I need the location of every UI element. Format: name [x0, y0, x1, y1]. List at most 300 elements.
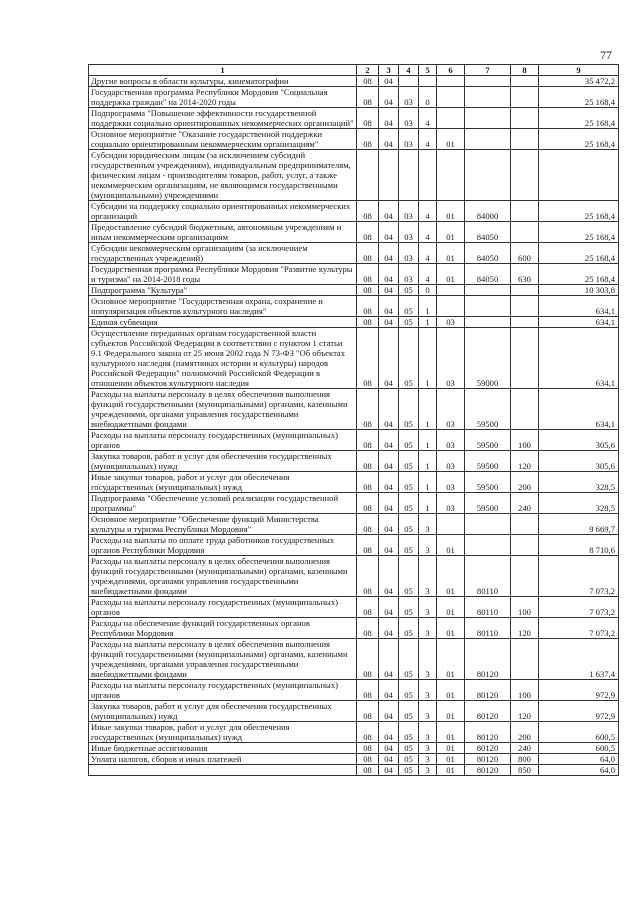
subprogram-code-cell: 3 [419, 743, 437, 754]
header-cell: 6 [437, 65, 465, 76]
section-code-cell: 08 [357, 743, 379, 754]
subprogram-code-cell: 4 [419, 243, 437, 264]
amount-cell: 7 073,2 [539, 597, 619, 618]
event-code-cell: 01 [437, 129, 465, 150]
section-code-cell: 08 [357, 493, 379, 514]
program-code-cell: 03 [399, 87, 419, 108]
event-code-cell: 01 [437, 264, 465, 285]
program-code-cell: 05 [399, 701, 419, 722]
subsection-code-cell: 04 [379, 639, 399, 680]
amount-cell: 25 168,4 [539, 201, 619, 222]
table-row [89, 701, 619, 722]
amount-cell: 10 303,8 [539, 285, 619, 296]
expense-type-cell [511, 328, 539, 389]
expense-direction-cell [465, 108, 511, 129]
row-name-cell: Расходы на выплаты персоналу государственных (муниципальных) органов [89, 430, 357, 451]
event-code-cell: 01 [437, 201, 465, 222]
section-code-cell: 08 [357, 639, 379, 680]
program-code-cell: 05 [399, 296, 419, 317]
expense-direction-cell: 84050 [465, 264, 511, 285]
expense-direction-cell [465, 76, 511, 87]
header-cell: 8 [511, 65, 539, 76]
subprogram-code-cell: 1 [419, 328, 437, 389]
amount-cell: 634,1 [539, 389, 619, 430]
table-row [89, 451, 619, 472]
subprogram-code-cell: 3 [419, 556, 437, 597]
subsection-code-cell: 04 [379, 108, 399, 129]
row-name-cell: Иные бюджетные ассигнования [89, 743, 357, 754]
program-code-cell: 03 [399, 201, 419, 222]
section-code-cell: 08 [357, 201, 379, 222]
subsection-code-cell: 04 [379, 514, 399, 535]
expense-type-cell: 200 [511, 472, 539, 493]
subprogram-code-cell [419, 150, 437, 201]
table-row [89, 754, 619, 765]
row-name-cell: Субсидии на поддержку социально ориентированных некоммерческих организаций [89, 201, 357, 222]
expense-type-cell [511, 150, 539, 201]
table-row [89, 743, 619, 754]
amount-cell: 305,6 [539, 451, 619, 472]
table-row [89, 472, 619, 493]
expense-type-cell [511, 201, 539, 222]
program-code-cell: 05 [399, 451, 419, 472]
expense-direction-cell [465, 150, 511, 201]
subprogram-code-cell: 1 [419, 430, 437, 451]
table-row [89, 222, 619, 243]
row-name-cell: Закупка товаров, работ и услуг для обеспечения государственных (муниципальных) нужд [89, 701, 357, 722]
event-code-cell: 01 [437, 243, 465, 264]
expense-direction-cell: 80120 [465, 754, 511, 765]
event-code-cell: 01 [437, 722, 465, 743]
subprogram-code-cell: 4 [419, 222, 437, 243]
program-code-cell [399, 76, 419, 87]
row-name-cell: Основное мероприятие "Обеспечение функций Министерства культуры и туризма Республики Мордовия" [89, 514, 357, 535]
program-code-cell: 05 [399, 472, 419, 493]
section-code-cell: 08 [357, 296, 379, 317]
table-row [89, 493, 619, 514]
row-name-cell: Иные закупки товаров, работ и услуг для обеспечения государственных (муниципальных) нужд [89, 472, 357, 493]
subprogram-code-cell: 1 [419, 493, 437, 514]
subsection-code-cell: 04 [379, 765, 399, 776]
amount-cell: 972,9 [539, 680, 619, 701]
expense-type-cell: 120 [511, 451, 539, 472]
event-code-cell: 01 [437, 618, 465, 639]
row-name-cell: Расходы на обеспечение функций государственных органов Республики Мордовия [89, 618, 357, 639]
section-code-cell: 08 [357, 129, 379, 150]
amount-cell: 25 168,4 [539, 129, 619, 150]
amount-cell: 328,5 [539, 493, 619, 514]
budget-table [88, 64, 619, 776]
section-code-cell: 08 [357, 430, 379, 451]
subsection-code-cell: 04 [379, 618, 399, 639]
table-row [89, 76, 619, 87]
expense-type-cell [511, 296, 539, 317]
header-cell: 3 [379, 65, 399, 76]
event-code-cell [437, 150, 465, 201]
program-code-cell: 03 [399, 264, 419, 285]
program-code-cell: 05 [399, 597, 419, 618]
expense-type-cell: 120 [511, 618, 539, 639]
section-code-cell: 08 [357, 285, 379, 296]
table-row [89, 514, 619, 535]
expense-direction-cell: 59500 [465, 389, 511, 430]
subprogram-code-cell: 0 [419, 285, 437, 296]
event-code-cell [437, 285, 465, 296]
expense-direction-cell: 59500 [465, 472, 511, 493]
subprogram-code-cell: 3 [419, 514, 437, 535]
event-code-cell: 01 [437, 743, 465, 754]
subprogram-code-cell: 4 [419, 201, 437, 222]
subprogram-code-cell: 3 [419, 680, 437, 701]
amount-cell [539, 150, 619, 201]
table-row [89, 296, 619, 317]
event-code-cell: 01 [437, 765, 465, 776]
subsection-code-cell: 04 [379, 129, 399, 150]
header-cell: 9 [539, 65, 619, 76]
event-code-cell: 01 [437, 680, 465, 701]
expense-direction-cell: 80110 [465, 556, 511, 597]
subprogram-code-cell: 4 [419, 108, 437, 129]
expense-direction-cell [465, 285, 511, 296]
subprogram-code-cell: 3 [419, 639, 437, 680]
expense-type-cell: 240 [511, 743, 539, 754]
amount-cell: 600,5 [539, 722, 619, 743]
subprogram-code-cell: 3 [419, 535, 437, 556]
table-row [89, 430, 619, 451]
subprogram-code-cell: 0 [419, 87, 437, 108]
expense-type-cell [511, 535, 539, 556]
event-code-cell [437, 296, 465, 317]
page-number: 77 [600, 48, 612, 62]
amount-cell: 9 669,7 [539, 514, 619, 535]
section-code-cell: 08 [357, 222, 379, 243]
row-name-cell: Субсидии юридическим лицам (за исключением субсидий государственным учреждениям), индивидуальным предпринимателям, физическим лицам - производителям товаров, работ, услуг, а также некоммерческим организациям, не являющимся государственными (муниципальными) учреждениями [89, 150, 357, 201]
subsection-code-cell: 04 [379, 317, 399, 328]
subsection-code-cell: 04 [379, 743, 399, 754]
expense-direction-cell: 80120 [465, 765, 511, 776]
table-row [89, 680, 619, 701]
table-row [89, 765, 619, 776]
subprogram-code-cell: 3 [419, 597, 437, 618]
expense-type-cell [511, 76, 539, 87]
event-code-cell: 03 [437, 389, 465, 430]
row-name-cell: Иные закупки товаров, работ и услуг для обеспечения государственных (муниципальных) нужд [89, 722, 357, 743]
program-code-cell: 05 [399, 317, 419, 328]
event-code-cell: 01 [437, 222, 465, 243]
expense-direction-cell [465, 129, 511, 150]
subsection-code-cell: 04 [379, 535, 399, 556]
section-code-cell: 08 [357, 317, 379, 328]
program-code-cell: 05 [399, 722, 419, 743]
subsection-code-cell: 04 [379, 201, 399, 222]
section-code-cell: 08 [357, 451, 379, 472]
section-code-cell: 08 [357, 597, 379, 618]
section-code-cell: 08 [357, 618, 379, 639]
row-name-cell: Субсидии некоммерческим организациям (за исключением государственных учреждений) [89, 243, 357, 264]
subsection-code-cell: 04 [379, 722, 399, 743]
row-name-cell [89, 765, 357, 776]
subsection-code-cell: 04 [379, 222, 399, 243]
table-row [89, 556, 619, 597]
header-cell: 1 [89, 65, 357, 76]
row-name-cell: Другие вопросы в области культуры, кинематографии [89, 76, 357, 87]
section-code-cell: 08 [357, 754, 379, 765]
section-code-cell: 08 [357, 701, 379, 722]
expense-type-cell: 120 [511, 701, 539, 722]
subprogram-code-cell: 4 [419, 264, 437, 285]
row-name-cell: Расходы на выплаты персоналу государственных (муниципальных) органов [89, 597, 357, 618]
expense-type-cell: 800 [511, 754, 539, 765]
expense-direction-cell: 80110 [465, 597, 511, 618]
expense-type-cell [511, 639, 539, 680]
section-code-cell: 08 [357, 722, 379, 743]
section-code-cell: 08 [357, 264, 379, 285]
expense-direction-cell [465, 296, 511, 317]
program-code-cell: 03 [399, 243, 419, 264]
section-code-cell: 08 [357, 472, 379, 493]
row-name-cell: Расходы на выплаты персоналу государственных (муниципальных) органов [89, 680, 357, 701]
expense-type-cell [511, 222, 539, 243]
table-row [89, 108, 619, 129]
row-name-cell: Осуществление переданных органам государственной власти субъектов Российской Федерации в соответствии с пунктом 1 статьи 9.1 Федерального закона от 25 июня 2002 года N 73-ФЗ "Об объектах культурного наследия (памятниках истории и культуры) народов Российской Федерации" полномочий Российской Федерации в отношении объектов культурного наследия [89, 328, 357, 389]
subprogram-code-cell [419, 76, 437, 87]
section-code-cell: 08 [357, 87, 379, 108]
program-code-cell: 05 [399, 430, 419, 451]
amount-cell: 634,1 [539, 317, 619, 328]
expense-type-cell: 100 [511, 680, 539, 701]
event-code-cell: 03 [437, 328, 465, 389]
row-name-cell: Единая субвенция [89, 317, 357, 328]
subsection-code-cell [379, 150, 399, 201]
amount-cell: 64,0 [539, 765, 619, 776]
amount-cell: 25 168,4 [539, 108, 619, 129]
header-cell: 2 [357, 65, 379, 76]
subsection-code-cell: 04 [379, 285, 399, 296]
row-name-cell: Расходы на выплаты персоналу в целях обеспечения выполнения функций государственными (муниципальными) органами, казенными учреждениями, органами управления государственными внебюджетными фондами [89, 389, 357, 430]
table-row [89, 722, 619, 743]
section-code-cell: 08 [357, 514, 379, 535]
event-code-cell [437, 514, 465, 535]
amount-cell: 305,6 [539, 430, 619, 451]
expense-type-cell: 200 [511, 722, 539, 743]
event-code-cell [437, 87, 465, 108]
row-name-cell: Закупка товаров, работ и услуг для обеспечения государственных (муниципальных) нужд [89, 451, 357, 472]
table-row [89, 264, 619, 285]
event-code-cell: 01 [437, 556, 465, 597]
expense-type-cell: 600 [511, 243, 539, 264]
row-name-cell: Уплата налогов, сборов и иных платежей [89, 754, 357, 765]
table-row [89, 328, 619, 389]
subprogram-code-cell: 3 [419, 618, 437, 639]
row-name-cell: Расходы на выплаты по оплате труда работников государственных органов Республики Мордовия [89, 535, 357, 556]
table-row [89, 317, 619, 328]
expense-direction-cell: 80120 [465, 680, 511, 701]
expense-direction-cell [465, 535, 511, 556]
subsection-code-cell: 04 [379, 87, 399, 108]
table-row [89, 389, 619, 430]
amount-cell: 7 073,2 [539, 556, 619, 597]
amount-cell: 25 168,4 [539, 87, 619, 108]
event-code-cell [437, 76, 465, 87]
table-row [89, 535, 619, 556]
program-code-cell: 05 [399, 535, 419, 556]
table-row [89, 201, 619, 222]
program-code-cell: 05 [399, 680, 419, 701]
amount-cell: 35 472,2 [539, 76, 619, 87]
section-code-cell: 08 [357, 108, 379, 129]
subsection-code-cell: 04 [379, 597, 399, 618]
expense-direction-cell: 80120 [465, 743, 511, 754]
program-code-cell: 03 [399, 222, 419, 243]
table-row [89, 639, 619, 680]
subprogram-code-cell: 3 [419, 754, 437, 765]
row-name-cell: Государственная программа Республики Мордовия "Социальная поддержка граждан" на 2014-2020 годы [89, 87, 357, 108]
event-code-cell: 01 [437, 535, 465, 556]
program-code-cell: 05 [399, 389, 419, 430]
expense-direction-cell: 84050 [465, 222, 511, 243]
expense-direction-cell: 80110 [465, 618, 511, 639]
row-name-cell: Подпрограмма "Повышение эффективности государственной поддержки социально ориентированных некоммерческих организаций" [89, 108, 357, 129]
expense-direction-cell: 80120 [465, 701, 511, 722]
subprogram-code-cell: 4 [419, 129, 437, 150]
event-code-cell: 03 [437, 451, 465, 472]
subprogram-code-cell: 3 [419, 722, 437, 743]
subsection-code-cell: 04 [379, 556, 399, 597]
subprogram-code-cell: 1 [419, 472, 437, 493]
expense-direction-cell: 84000 [465, 201, 511, 222]
section-code-cell: 08 [357, 76, 379, 87]
table-row [89, 618, 619, 639]
program-code-cell: 03 [399, 108, 419, 129]
subprogram-code-cell: 1 [419, 296, 437, 317]
amount-cell: 634,1 [539, 296, 619, 317]
subsection-code-cell: 04 [379, 296, 399, 317]
table-row [89, 87, 619, 108]
row-name-cell: Предоставление субсидий бюджетным, автономным учреждениям и иным некоммерческим организациям [89, 222, 357, 243]
section-code-cell [357, 150, 379, 201]
expense-direction-cell [465, 87, 511, 108]
expense-type-cell: 240 [511, 493, 539, 514]
header-cell: 4 [399, 65, 419, 76]
section-code-cell: 08 [357, 680, 379, 701]
expense-type-cell [511, 514, 539, 535]
event-code-cell: 03 [437, 317, 465, 328]
program-code-cell: 05 [399, 328, 419, 389]
event-code-cell: 03 [437, 430, 465, 451]
table-row [89, 243, 619, 264]
expense-type-cell [511, 87, 539, 108]
expense-direction-cell [465, 317, 511, 328]
program-code-cell: 05 [399, 765, 419, 776]
subsection-code-cell: 04 [379, 76, 399, 87]
expense-direction-cell: 59500 [465, 451, 511, 472]
event-code-cell: 01 [437, 701, 465, 722]
row-name-cell: Подпрограмма "Обеспечение условий реализации государственной программы" [89, 493, 357, 514]
expense-type-cell: 100 [511, 597, 539, 618]
expense-type-cell [511, 389, 539, 430]
amount-cell: 1 637,4 [539, 639, 619, 680]
subprogram-code-cell: 3 [419, 701, 437, 722]
subsection-code-cell: 04 [379, 754, 399, 765]
table-header-row [89, 65, 619, 76]
program-code-cell: 05 [399, 514, 419, 535]
section-code-cell: 08 [357, 389, 379, 430]
subsection-code-cell: 04 [379, 472, 399, 493]
subprogram-code-cell: 1 [419, 389, 437, 430]
subprogram-code-cell: 3 [419, 765, 437, 776]
section-code-cell: 08 [357, 243, 379, 264]
expense-type-cell [511, 129, 539, 150]
expense-direction-cell: 59500 [465, 430, 511, 451]
header-cell: 7 [465, 65, 511, 76]
event-code-cell: 03 [437, 493, 465, 514]
amount-cell: 7 073,2 [539, 618, 619, 639]
program-code-cell: 05 [399, 743, 419, 754]
table-row [89, 285, 619, 296]
subsection-code-cell: 04 [379, 451, 399, 472]
section-code-cell: 08 [357, 556, 379, 597]
subsection-code-cell: 04 [379, 680, 399, 701]
event-code-cell: 01 [437, 754, 465, 765]
event-code-cell [437, 108, 465, 129]
section-code-cell: 08 [357, 765, 379, 776]
row-name-cell: Расходы на выплаты персоналу в целях обеспечения выполнения функций государственными (муниципальными) органами, казенными учреждениями, органами управления государственными внебюджетными фондами [89, 556, 357, 597]
subsection-code-cell: 04 [379, 430, 399, 451]
program-code-cell: 05 [399, 754, 419, 765]
row-name-cell: Расходы на выплаты персоналу в целях обеспечения выполнения функций государственными (муниципальными) органами, казенными учреждениями, органами управления государственными внебюджетными фондами [89, 639, 357, 680]
expense-direction-cell: 84050 [465, 243, 511, 264]
expense-type-cell [511, 108, 539, 129]
section-code-cell: 08 [357, 535, 379, 556]
expense-direction-cell [465, 514, 511, 535]
event-code-cell: 01 [437, 597, 465, 618]
subsection-code-cell: 04 [379, 243, 399, 264]
amount-cell: 25 168,4 [539, 222, 619, 243]
table-row [89, 129, 619, 150]
program-code-cell: 05 [399, 493, 419, 514]
subsection-code-cell: 04 [379, 701, 399, 722]
amount-cell: 972,9 [539, 701, 619, 722]
amount-cell: 25 168,4 [539, 243, 619, 264]
expense-direction-cell: 59500 [465, 493, 511, 514]
row-name-cell: Основное мероприятие "Государственная охрана, сохранение и популяризация объектов культурного наследия" [89, 296, 357, 317]
program-code-cell: 05 [399, 285, 419, 296]
expense-type-cell [511, 285, 539, 296]
program-code-cell [399, 150, 419, 201]
subsection-code-cell: 04 [379, 328, 399, 389]
header-cell: 5 [419, 65, 437, 76]
expense-type-cell: 100 [511, 430, 539, 451]
section-code-cell: 08 [357, 328, 379, 389]
subprogram-code-cell: 1 [419, 317, 437, 328]
amount-cell: 634,1 [539, 328, 619, 389]
row-name-cell: Государственная программа Республики Мордовия "Развитие культуры и туризма" на 2014-2018 годы [89, 264, 357, 285]
table-row [89, 597, 619, 618]
event-code-cell: 01 [437, 639, 465, 680]
program-code-cell: 05 [399, 556, 419, 597]
program-code-cell: 05 [399, 639, 419, 680]
amount-cell: 600,5 [539, 743, 619, 754]
program-code-cell: 05 [399, 618, 419, 639]
row-name-cell: Основное мероприятие "Оказание государственной поддержки социально ориентированным некоммерческим организациям" [89, 129, 357, 150]
expense-type-cell: 630 [511, 264, 539, 285]
amount-cell: 328,5 [539, 472, 619, 493]
expense-direction-cell: 59000 [465, 328, 511, 389]
program-code-cell: 03 [399, 129, 419, 150]
amount-cell: 8 710,6 [539, 535, 619, 556]
expense-type-cell: 850 [511, 765, 539, 776]
amount-cell: 25 168,4 [539, 264, 619, 285]
